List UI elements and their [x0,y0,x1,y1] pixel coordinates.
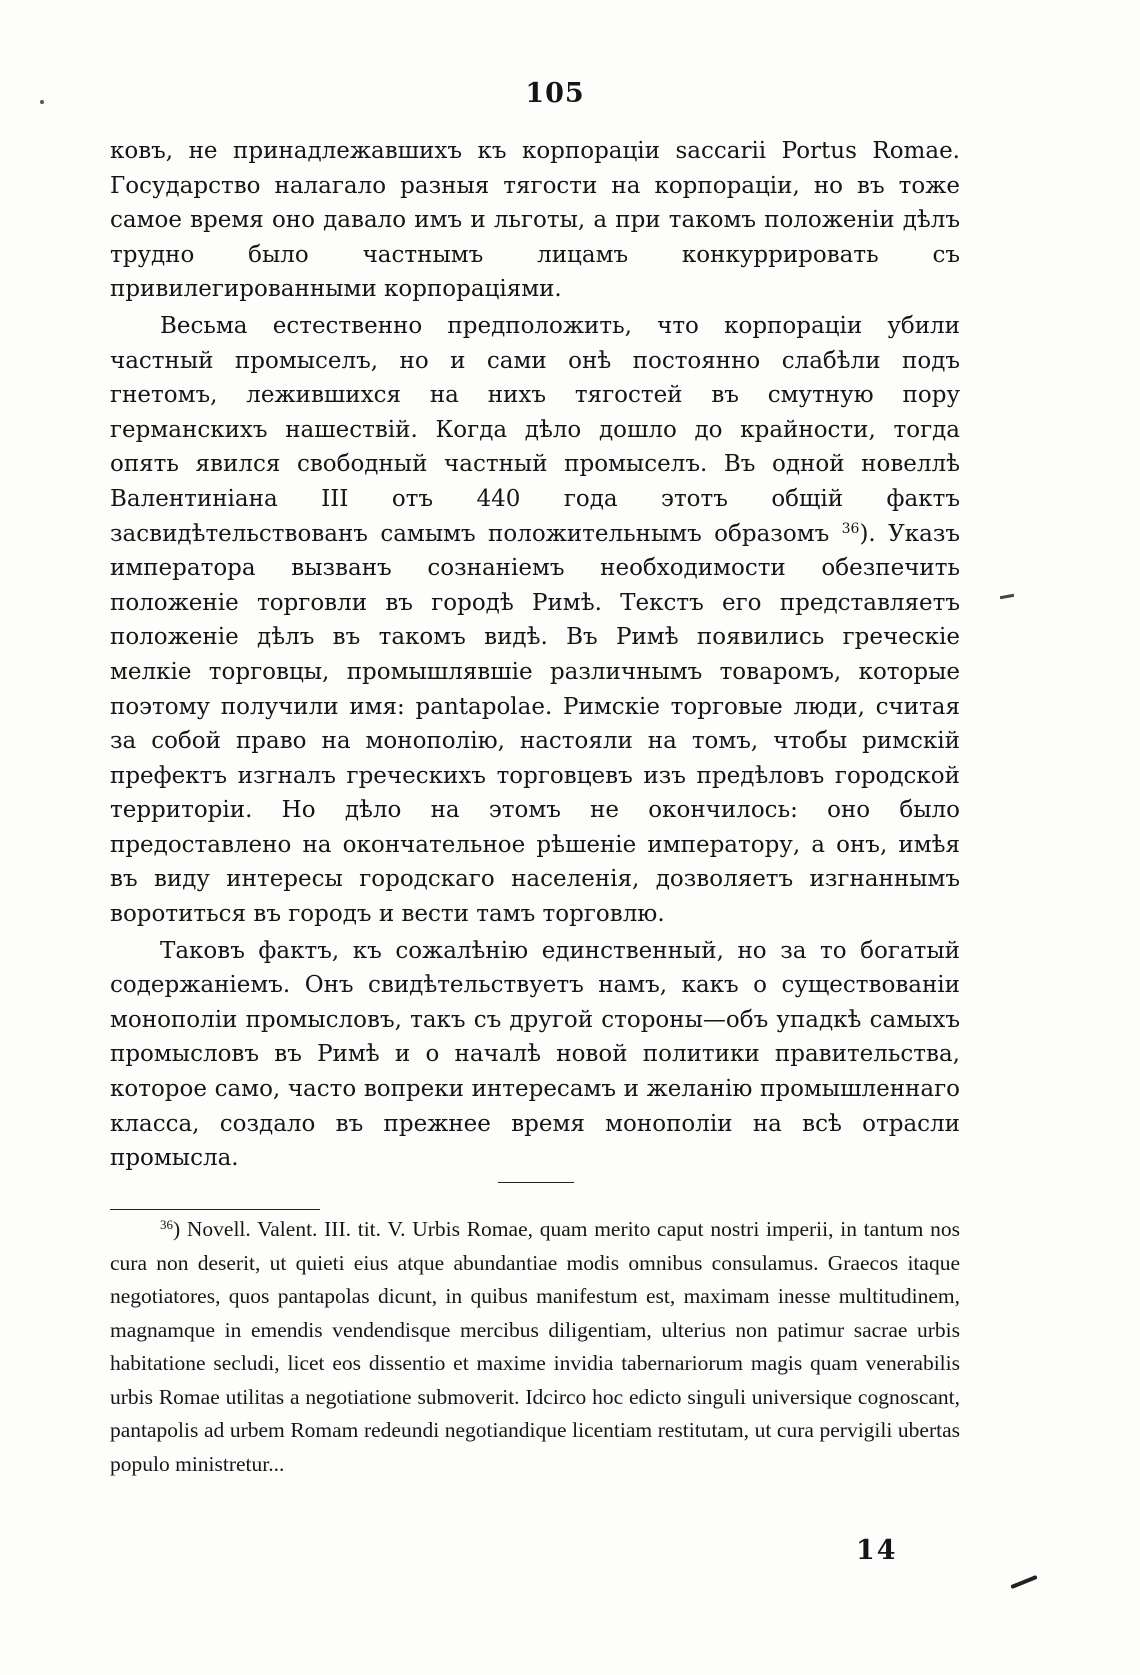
section-divider [498,1182,574,1183]
scan-mark [1010,1575,1037,1589]
main-text [110,134,960,1178]
paragraph-text: ). Указъ императора вызванъ сознаніемъ необходимости обезпечить положеніе торговли въ городѣ Римѣ. Текстъ его представляетъ положеніе дѣлъ въ такомъ видѣ. Въ Римѣ появились греческіе мелкіе торговцы, промышлявшіе различнымъ товаромъ, которые поэтому получили имя: pantapolae. Римскіе торговые люди, считая за собой право на монополію, настояли на томъ, чтобы римскій префектъ изгналъ греческихъ торговцевъ изъ предѣловъ городской территоріи. Но дѣло на этомъ не окончилось: оно было предоставлено на окончательное рѣшеніе императору, а онъ, имѣя въ виду интересы городскаго населенія, дозволяетъ изгнаннымъ воротиться въ городъ и вести тамъ торговлю. [110,520,960,928]
footnote-reference[interactable]: 36 [841,520,860,537]
paragraph [110,309,960,932]
footnote-marker: 36 [160,1217,173,1232]
scan-speck [1000,594,1014,599]
footnote [110,1213,960,1481]
signature-mark: 14 [856,1535,898,1566]
footnote-divider [110,1209,320,1210]
footnote-paragraph [110,1213,960,1481]
paragraph: Таковъ фактъ, къ сожалѣнію единственный, но за то богатый содержаніемъ. Онъ свидѣтельствуетъ намъ, какъ о существованіи монополіи промысловъ, такъ съ другой стороны—объ упадкѣ самыхъ промысловъ въ Римѣ и о началѣ новой политики правительства, которое само, часто вопреки интересамъ и желанію промышленнаго класса, создало въ прежнее время монополіи на всѣ отрасли промысла. [110,937,960,1172]
paragraph: ковъ, не принадлежавшихъ къ корпораціи saccarii Portus Romae. Государство налагало разныя тягости на корпораціи, но въ тоже самое время оно давало имъ и льготы, а при такомъ положеніи дѣлъ трудно было частнымъ лицамъ конкуррировать съ привилегированными корпораціями. [110,138,960,303]
paragraph-text: Весьма естественно предположить, что корпораціи убили частный промыселъ, но и сами онѣ постоянно слабѣли подъ гнетомъ, лежившихся на нихъ тягостей въ смутную пору германскихъ нашествій. Когда дѣло дошло до крайности, тогда опять явился свободный частный промыселъ. Въ одной новеллѣ Валентиніана III отъ 440 года этотъ общій фактъ засвидѣтельствованъ самымъ положительнымъ образомъ [110,312,960,547]
footnote-text: ) Novell. Valent. III. tit. V. Urbis Romae, quam merito caput nostri imperii, in tantum nos cura non deserit, ut quieti eius atque abundantiae modis omnibus consulamus. Graecos itaque negotiatores, quos pantapolas dicunt, in quibus manifestum est, maximam inesse multitudinem, magnamque in emendis vendendisque mercibus diligentiam, ulterius non patimur sacrae urbis habitatione secludi, licet eos dissentio et maxime invidia tabernariorum magis quam venerabilis urbis Romae utilitas a negotiatione submoverit. Idcirco hoc edicto singuli universique cognoscant, pantapolis ad urbem Romam redeundi negotiandique licentiam restitutam, ut cura pervigili ubertas populo ministretur... [110,1217,960,1476]
page-number: 105 [525,78,585,109]
